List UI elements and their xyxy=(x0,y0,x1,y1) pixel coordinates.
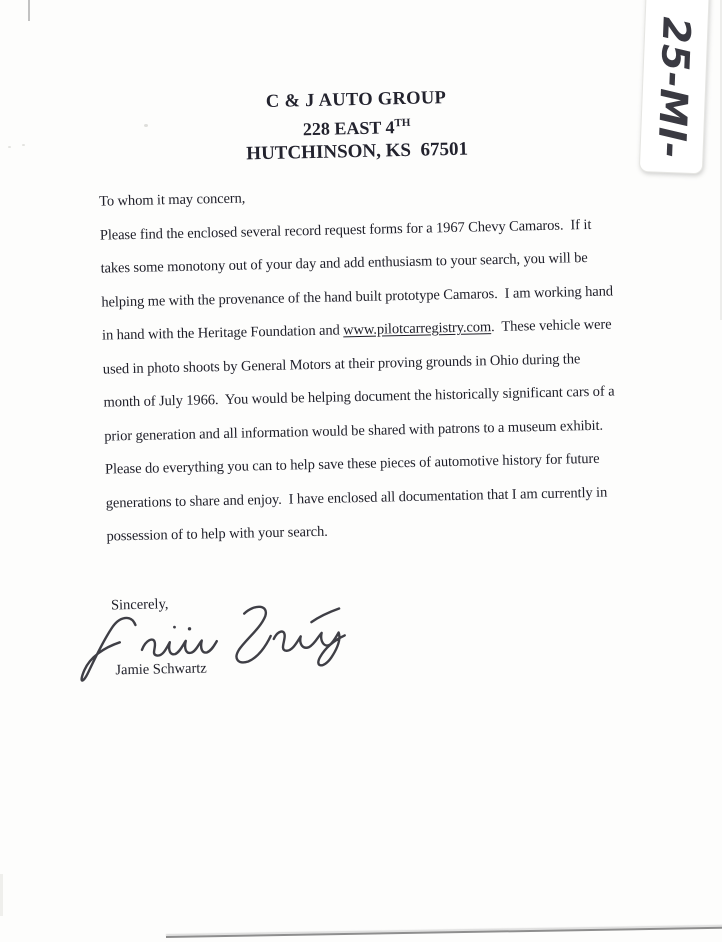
letter-closing: Sincerely, xyxy=(110,596,169,614)
letter-salutation: To whom it may concern, xyxy=(99,190,246,210)
letter-body-lines xyxy=(100,207,667,554)
letter-line: takes some monotony out of your day and add enthusiasm to your search, you will be xyxy=(100,250,588,277)
printed-url: www.pilotcarregistry.com xyxy=(343,319,492,339)
scan-speck xyxy=(144,124,148,127)
letterhead xyxy=(0,80,720,172)
left-scan-edge xyxy=(0,874,3,916)
typed-name: Jamie Schwartz xyxy=(115,660,207,679)
scan-speck xyxy=(22,144,25,146)
letter-line: possession of to help with your search. xyxy=(106,523,328,545)
letterhead-company-name: C & J AUTO GROUP xyxy=(265,88,447,112)
letterhead-city-state-zip: HUTCHINSON, KS 67501 xyxy=(246,138,469,165)
letter-line: generations to share and enjoy. I have enclosed all documentation that I am currently in xyxy=(105,484,608,512)
corner-sticker-label: 25-MI- xyxy=(649,16,699,161)
letter-body xyxy=(99,173,667,554)
letter-line: month of July 1966. You would be helping document the historically significant cars of a xyxy=(103,383,615,411)
letter-line: Please do everything you can to help save these pieces of automotive history for future xyxy=(104,450,600,478)
letterhead-street-address: 228 EAST 4TH xyxy=(302,116,411,140)
letter-line: helping me with the provenance of the hand built prototype Camaros. I am working hand xyxy=(101,282,614,311)
corner-sticker xyxy=(639,0,710,174)
scan-speck xyxy=(8,146,11,148)
letter-line: in hand with the Heritage Foundation and www.pilotcarregistry.com. These vehicle were xyxy=(101,316,612,344)
letter-line: used in photo shoots by General Motors at their proving grounds in Ohio during the xyxy=(102,350,581,378)
letter-line: prior generation and all information would be shared with patrons to a museum exhibit. xyxy=(104,417,604,445)
letter-line: Please find the enclosed several record request forms for a 1967 Chevy Camaros. If it xyxy=(99,216,592,244)
top-scan-mark xyxy=(28,0,30,21)
